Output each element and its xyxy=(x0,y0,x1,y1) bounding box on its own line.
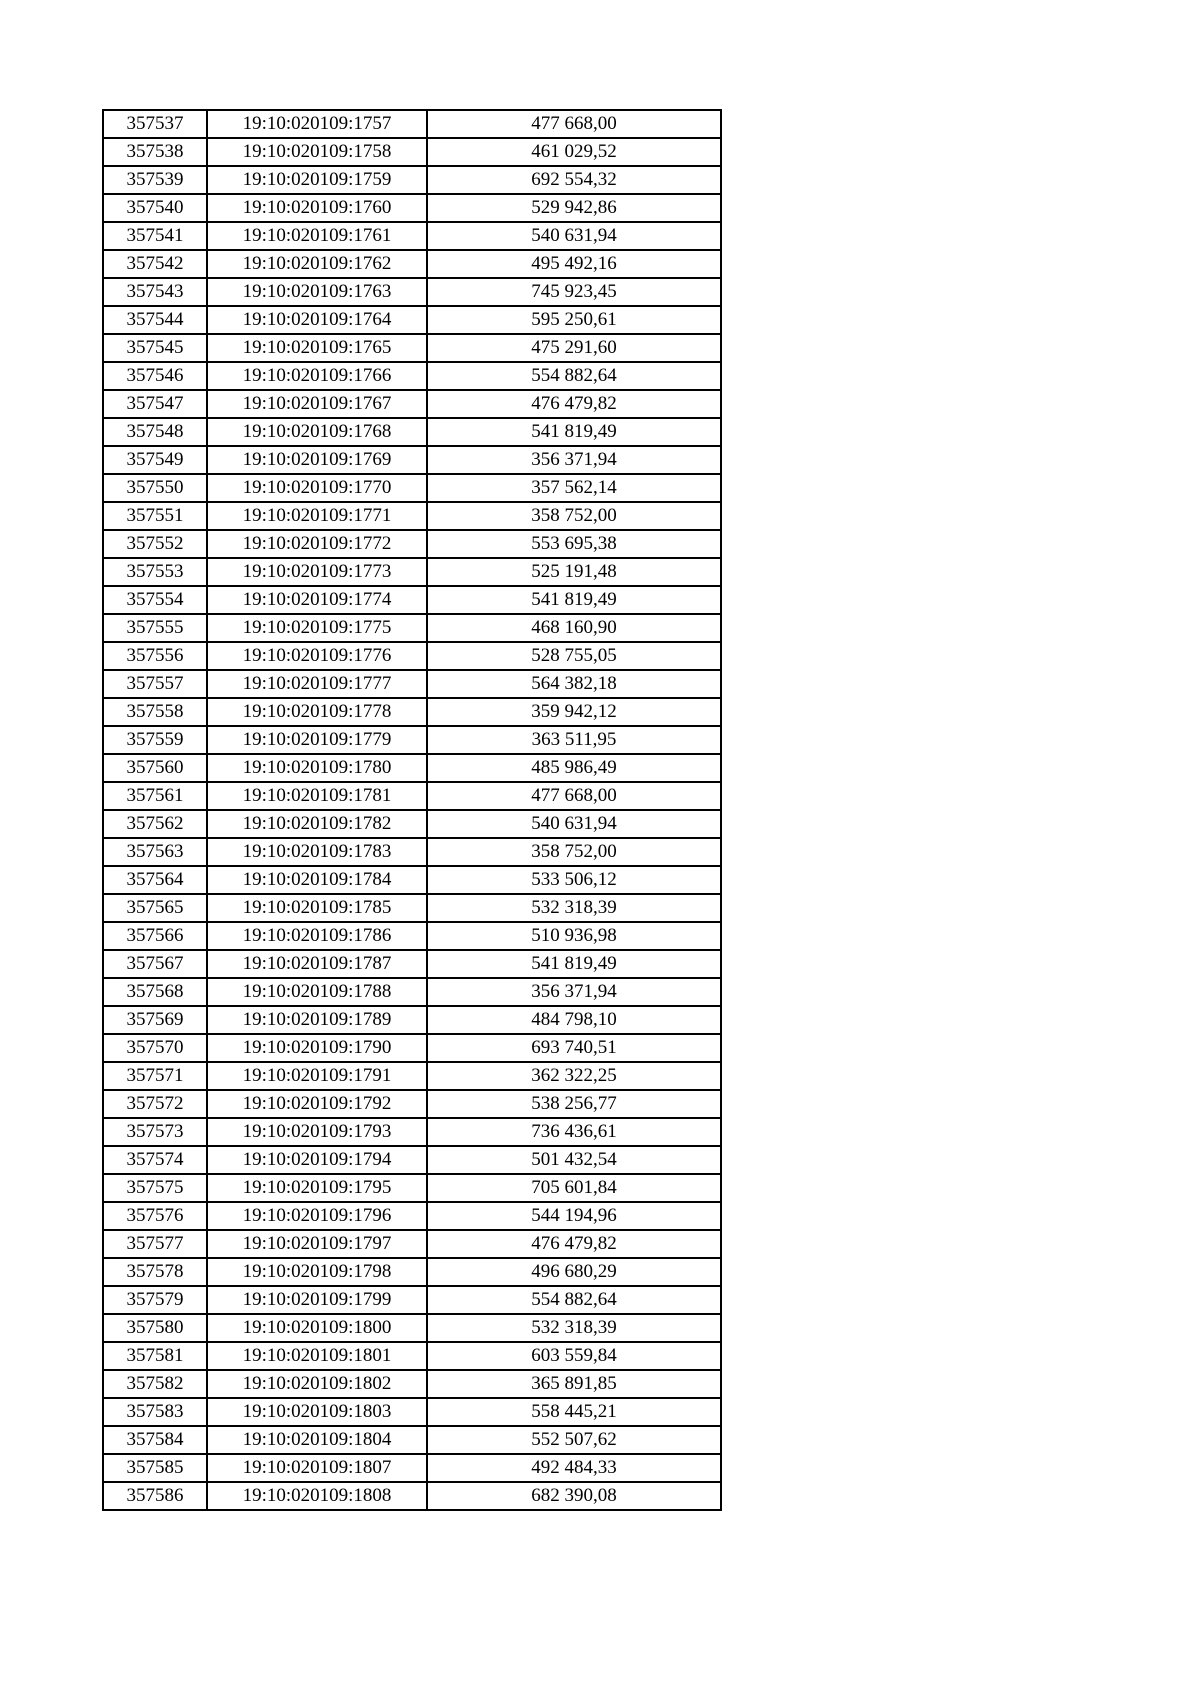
cadastral-number-cell: 19:10:020109:1770 xyxy=(207,474,427,502)
table-row xyxy=(103,1286,721,1314)
table-row xyxy=(103,110,721,138)
row-number-cell: 357543 xyxy=(103,278,207,306)
cadastral-number-cell: 19:10:020109:1767 xyxy=(207,390,427,418)
row-number-cell: 357565 xyxy=(103,894,207,922)
cadastral-value-cell: 476 479,82 xyxy=(427,1230,721,1258)
row-number-cell: 357574 xyxy=(103,1146,207,1174)
cadastral-number-cell: 19:10:020109:1777 xyxy=(207,670,427,698)
cadastral-value-cell: 477 668,00 xyxy=(427,110,721,138)
cadastral-number-cell: 19:10:020109:1762 xyxy=(207,250,427,278)
table-row xyxy=(103,922,721,950)
cadastral-value-cell: 595 250,61 xyxy=(427,306,721,334)
cadastral-number-cell: 19:10:020109:1769 xyxy=(207,446,427,474)
cadastral-number-cell: 19:10:020109:1780 xyxy=(207,754,427,782)
row-number-cell: 357551 xyxy=(103,502,207,530)
table-row xyxy=(103,1426,721,1454)
cadastral-value-cell: 541 819,49 xyxy=(427,950,721,978)
cadastral-value-cell: 533 506,12 xyxy=(427,866,721,894)
table-row xyxy=(103,1454,721,1482)
cadastral-value-cell: 736 436,61 xyxy=(427,1118,721,1146)
cadastral-number-cell: 19:10:020109:1801 xyxy=(207,1342,427,1370)
cadastral-number-cell: 19:10:020109:1765 xyxy=(207,334,427,362)
cadastral-number-cell: 19:10:020109:1807 xyxy=(207,1454,427,1482)
cadastral-value-cell: 564 382,18 xyxy=(427,670,721,698)
cadastral-value-cell: 692 554,32 xyxy=(427,166,721,194)
cadastral-number-cell: 19:10:020109:1766 xyxy=(207,362,427,390)
cadastral-value-cell: 492 484,33 xyxy=(427,1454,721,1482)
table-row xyxy=(103,978,721,1006)
row-number-cell: 357548 xyxy=(103,418,207,446)
table-row xyxy=(103,530,721,558)
row-number-cell: 357550 xyxy=(103,474,207,502)
cadastral-value-cell: 745 923,45 xyxy=(427,278,721,306)
cadastral-value-cell: 477 668,00 xyxy=(427,782,721,810)
cadastral-number-cell: 19:10:020109:1799 xyxy=(207,1286,427,1314)
cadastral-number-cell: 19:10:020109:1778 xyxy=(207,698,427,726)
row-number-cell: 357582 xyxy=(103,1370,207,1398)
cadastral-value-cell: 552 507,62 xyxy=(427,1426,721,1454)
row-number-cell: 357544 xyxy=(103,306,207,334)
table-row xyxy=(103,782,721,810)
table-row xyxy=(103,586,721,614)
cadastral-number-cell: 19:10:020109:1772 xyxy=(207,530,427,558)
cadastral-number-cell: 19:10:020109:1794 xyxy=(207,1146,427,1174)
table-row xyxy=(103,1202,721,1230)
table-row xyxy=(103,474,721,502)
table-row xyxy=(103,1118,721,1146)
cadastral-number-cell: 19:10:020109:1786 xyxy=(207,922,427,950)
table-row xyxy=(103,390,721,418)
table-row xyxy=(103,1482,721,1510)
cadastral-number-cell: 19:10:020109:1771 xyxy=(207,502,427,530)
row-number-cell: 357557 xyxy=(103,670,207,698)
cadastral-value-cell: 356 371,94 xyxy=(427,446,721,474)
row-number-cell: 357571 xyxy=(103,1062,207,1090)
cadastral-number-cell: 19:10:020109:1798 xyxy=(207,1258,427,1286)
cadastral-value-cell: 461 029,52 xyxy=(427,138,721,166)
table-row xyxy=(103,362,721,390)
row-number-cell: 357584 xyxy=(103,1426,207,1454)
cadastral-value-cell: 475 291,60 xyxy=(427,334,721,362)
cadastral-value-cell: 485 986,49 xyxy=(427,754,721,782)
cadastral-value-cell: 362 322,25 xyxy=(427,1062,721,1090)
row-number-cell: 357538 xyxy=(103,138,207,166)
table-row xyxy=(103,754,721,782)
cadastral-number-cell: 19:10:020109:1763 xyxy=(207,278,427,306)
row-number-cell: 357567 xyxy=(103,950,207,978)
table-row xyxy=(103,810,721,838)
cadastral-value-cell: 544 194,96 xyxy=(427,1202,721,1230)
table-row xyxy=(103,446,721,474)
cadastral-value-cell: 496 680,29 xyxy=(427,1258,721,1286)
cadastral-number-cell: 19:10:020109:1803 xyxy=(207,1398,427,1426)
cadastral-value-cell: 541 819,49 xyxy=(427,418,721,446)
table-row xyxy=(103,1034,721,1062)
row-number-cell: 357563 xyxy=(103,838,207,866)
cadastral-number-cell: 19:10:020109:1782 xyxy=(207,810,427,838)
cadastral-number-cell: 19:10:020109:1773 xyxy=(207,558,427,586)
cadastral-number-cell: 19:10:020109:1774 xyxy=(207,586,427,614)
cadastral-number-cell: 19:10:020109:1764 xyxy=(207,306,427,334)
table-row xyxy=(103,138,721,166)
row-number-cell: 357560 xyxy=(103,754,207,782)
row-number-cell: 357585 xyxy=(103,1454,207,1482)
row-number-cell: 357541 xyxy=(103,222,207,250)
row-number-cell: 357573 xyxy=(103,1118,207,1146)
cadastral-value-cell: 357 562,14 xyxy=(427,474,721,502)
cadastral-value-cell: 693 740,51 xyxy=(427,1034,721,1062)
cadastral-value-cell: 476 479,82 xyxy=(427,390,721,418)
table-row xyxy=(103,1006,721,1034)
cadastral-value-cell: 501 432,54 xyxy=(427,1146,721,1174)
row-number-cell: 357578 xyxy=(103,1258,207,1286)
row-number-cell: 357569 xyxy=(103,1006,207,1034)
row-number-cell: 357575 xyxy=(103,1174,207,1202)
table-body xyxy=(103,110,721,1510)
table-row xyxy=(103,1258,721,1286)
table-row xyxy=(103,866,721,894)
cadastral-number-cell: 19:10:020109:1790 xyxy=(207,1034,427,1062)
cadastral-value-cell: 532 318,39 xyxy=(427,894,721,922)
cadastral-number-cell: 19:10:020109:1787 xyxy=(207,950,427,978)
table-row xyxy=(103,558,721,586)
cadastral-value-cell: 705 601,84 xyxy=(427,1174,721,1202)
table-row xyxy=(103,1062,721,1090)
cadastral-value-cell: 541 819,49 xyxy=(427,586,721,614)
row-number-cell: 357558 xyxy=(103,698,207,726)
cadastral-value-cell: 363 511,95 xyxy=(427,726,721,754)
table-row xyxy=(103,166,721,194)
table-row xyxy=(103,278,721,306)
cadastral-number-cell: 19:10:020109:1795 xyxy=(207,1174,427,1202)
row-number-cell: 357553 xyxy=(103,558,207,586)
row-number-cell: 357579 xyxy=(103,1286,207,1314)
table-row xyxy=(103,894,721,922)
cadastral-value-cell: 510 936,98 xyxy=(427,922,721,950)
cadastral-number-cell: 19:10:020109:1800 xyxy=(207,1314,427,1342)
table-row xyxy=(103,1146,721,1174)
row-number-cell: 357539 xyxy=(103,166,207,194)
cadastral-number-cell: 19:10:020109:1797 xyxy=(207,1230,427,1258)
cadastral-value-cell: 529 942,86 xyxy=(427,194,721,222)
table-row xyxy=(103,1090,721,1118)
cadastral-value-cell: 356 371,94 xyxy=(427,978,721,1006)
cadastral-number-cell: 19:10:020109:1783 xyxy=(207,838,427,866)
cadastral-number-cell: 19:10:020109:1784 xyxy=(207,866,427,894)
row-number-cell: 357566 xyxy=(103,922,207,950)
cadastral-value-cell: 558 445,21 xyxy=(427,1398,721,1426)
table-row xyxy=(103,614,721,642)
row-number-cell: 357570 xyxy=(103,1034,207,1062)
cadastral-value-cell: 528 755,05 xyxy=(427,642,721,670)
cadastral-value-cell: 365 891,85 xyxy=(427,1370,721,1398)
table-row xyxy=(103,306,721,334)
table-row xyxy=(103,1230,721,1258)
table-row xyxy=(103,194,721,222)
row-number-cell: 357552 xyxy=(103,530,207,558)
cadastral-number-cell: 19:10:020109:1802 xyxy=(207,1370,427,1398)
cadastral-value-cell: 554 882,64 xyxy=(427,362,721,390)
cadastral-number-cell: 19:10:020109:1788 xyxy=(207,978,427,1006)
row-number-cell: 357576 xyxy=(103,1202,207,1230)
table-row xyxy=(103,698,721,726)
table-row xyxy=(103,1174,721,1202)
cadastral-number-cell: 19:10:020109:1804 xyxy=(207,1426,427,1454)
cadastral-value-cell: 553 695,38 xyxy=(427,530,721,558)
table-row xyxy=(103,418,721,446)
cadastral-number-cell: 19:10:020109:1758 xyxy=(207,138,427,166)
table-row xyxy=(103,642,721,670)
cadastral-value-table xyxy=(102,109,722,1511)
cadastral-number-cell: 19:10:020109:1793 xyxy=(207,1118,427,1146)
table-row xyxy=(103,950,721,978)
cadastral-value-cell: 554 882,64 xyxy=(427,1286,721,1314)
row-number-cell: 357561 xyxy=(103,782,207,810)
row-number-cell: 357555 xyxy=(103,614,207,642)
row-number-cell: 357556 xyxy=(103,642,207,670)
row-number-cell: 357545 xyxy=(103,334,207,362)
table-row xyxy=(103,502,721,530)
table-row xyxy=(103,726,721,754)
cadastral-number-cell: 19:10:020109:1796 xyxy=(207,1202,427,1230)
row-number-cell: 357562 xyxy=(103,810,207,838)
row-number-cell: 357586 xyxy=(103,1482,207,1510)
cadastral-value-cell: 682 390,08 xyxy=(427,1482,721,1510)
cadastral-number-cell: 19:10:020109:1779 xyxy=(207,726,427,754)
cadastral-value-cell: 358 752,00 xyxy=(427,838,721,866)
table-row xyxy=(103,250,721,278)
row-number-cell: 357568 xyxy=(103,978,207,1006)
cadastral-value-cell: 538 256,77 xyxy=(427,1090,721,1118)
row-number-cell: 357572 xyxy=(103,1090,207,1118)
row-number-cell: 357547 xyxy=(103,390,207,418)
cadastral-number-cell: 19:10:020109:1785 xyxy=(207,894,427,922)
row-number-cell: 357564 xyxy=(103,866,207,894)
table-row xyxy=(103,1342,721,1370)
row-number-cell: 357559 xyxy=(103,726,207,754)
table-row xyxy=(103,670,721,698)
cadastral-number-cell: 19:10:020109:1776 xyxy=(207,642,427,670)
cadastral-value-cell: 540 631,94 xyxy=(427,222,721,250)
cadastral-number-cell: 19:10:020109:1760 xyxy=(207,194,427,222)
cadastral-number-cell: 19:10:020109:1792 xyxy=(207,1090,427,1118)
row-number-cell: 357577 xyxy=(103,1230,207,1258)
cadastral-number-cell: 19:10:020109:1775 xyxy=(207,614,427,642)
table-row xyxy=(103,1314,721,1342)
row-number-cell: 357540 xyxy=(103,194,207,222)
cadastral-number-cell: 19:10:020109:1808 xyxy=(207,1482,427,1510)
cadastral-value-cell: 484 798,10 xyxy=(427,1006,721,1034)
cadastral-number-cell: 19:10:020109:1768 xyxy=(207,418,427,446)
cadastral-number-cell: 19:10:020109:1757 xyxy=(207,110,427,138)
cadastral-value-cell: 359 942,12 xyxy=(427,698,721,726)
cadastral-number-cell: 19:10:020109:1789 xyxy=(207,1006,427,1034)
cadastral-value-cell: 358 752,00 xyxy=(427,502,721,530)
cadastral-number-cell: 19:10:020109:1791 xyxy=(207,1062,427,1090)
row-number-cell: 357554 xyxy=(103,586,207,614)
table-row xyxy=(103,334,721,362)
cadastral-value-cell: 468 160,90 xyxy=(427,614,721,642)
row-number-cell: 357546 xyxy=(103,362,207,390)
cadastral-value-cell: 495 492,16 xyxy=(427,250,721,278)
table-row xyxy=(103,222,721,250)
row-number-cell: 357549 xyxy=(103,446,207,474)
table-row xyxy=(103,838,721,866)
cadastral-number-cell: 19:10:020109:1781 xyxy=(207,782,427,810)
cadastral-value-cell: 603 559,84 xyxy=(427,1342,721,1370)
row-number-cell: 357580 xyxy=(103,1314,207,1342)
table-row xyxy=(103,1398,721,1426)
cadastral-value-cell: 540 631,94 xyxy=(427,810,721,838)
row-number-cell: 357581 xyxy=(103,1342,207,1370)
row-number-cell: 357537 xyxy=(103,110,207,138)
cadastral-number-cell: 19:10:020109:1759 xyxy=(207,166,427,194)
row-number-cell: 357542 xyxy=(103,250,207,278)
table-row xyxy=(103,1370,721,1398)
cadastral-value-cell: 525 191,48 xyxy=(427,558,721,586)
cadastral-value-cell: 532 318,39 xyxy=(427,1314,721,1342)
cadastral-number-cell: 19:10:020109:1761 xyxy=(207,222,427,250)
row-number-cell: 357583 xyxy=(103,1398,207,1426)
